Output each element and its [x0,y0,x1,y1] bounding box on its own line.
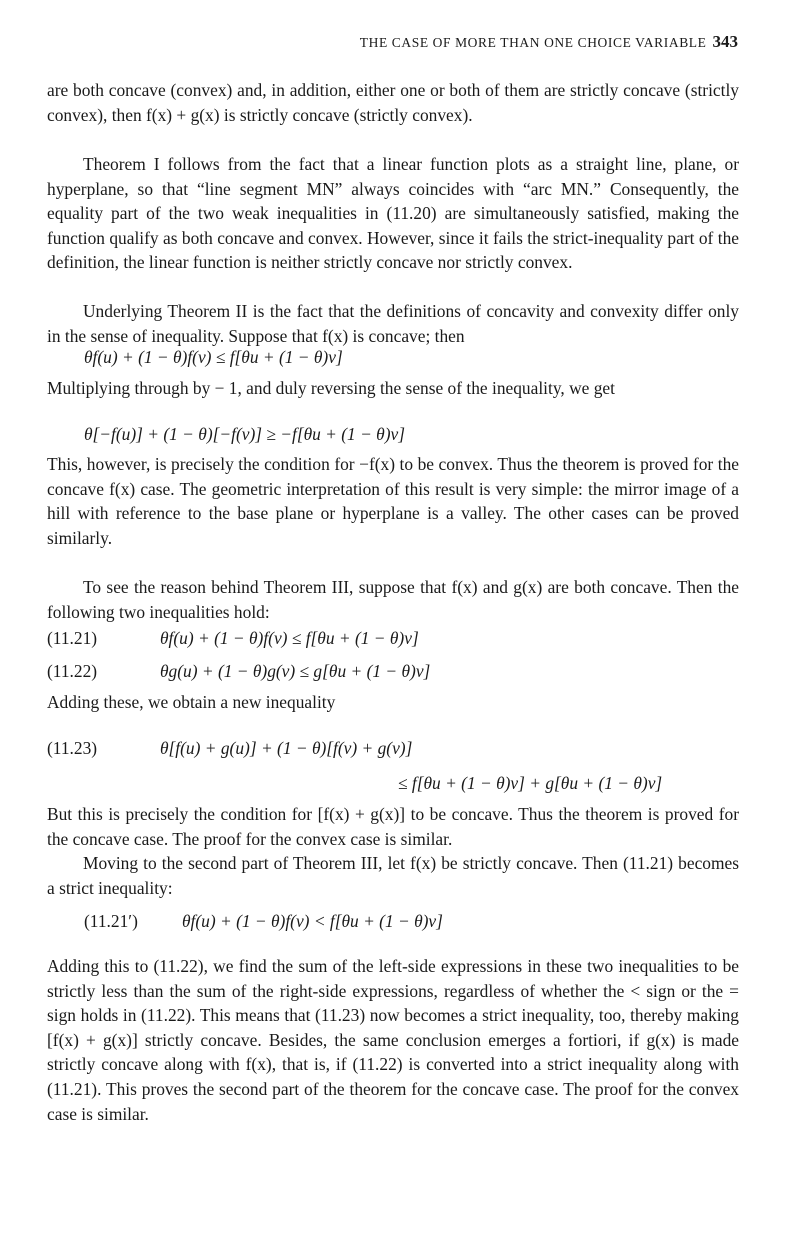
equation-reversed: θ[−f(u)] + (1 − θ)[−f(v)] ≥ −f[θu + (1 − θ)v] [84,424,405,444]
page-number: 343 [712,32,738,51]
paragraph-adding: Adding these, we obtain a new inequality [47,692,336,712]
running-title: THE CASE OF MORE THAN ONE CHOICE VARIABLE [359,35,707,50]
equation-label-11-21-prime: (11.21′) [84,911,138,931]
paragraph-multiplying: Multiplying through by − 1, and duly reversing the sense of the inequality, we get [47,378,615,398]
paragraph-convex-condition: This, however, is precisely the condition for −f(x) to be convex. Thus the theorem is proved for the concave f(x) case. The geometric interpretation of this result is very simple: the mirror image of a hill with reference to the base plane or hyperplane is a valley. The other cases can be proved similarly. [47,454,739,548]
equation-label-11-23: (11.23) [47,738,98,758]
equation-11-21: θf(u) + (1 − θ)f(v) ≤ f[θu + (1 − θ)v] [160,628,419,648]
paragraph-continuation: are both concave (convex) and, in addition, either one or both of them are strictly concave (strictly convex), then f(x) + g(x) is strictly concave (strictly convex). [47,80,739,125]
running-header [360,32,738,52]
equation-label-11-21: (11.21) [47,628,98,648]
paragraph-second-part: Moving to the second part of Theorem III, let f(x) be strictly concave. Then (11.21) becomes a strict inequality: [47,853,739,898]
equation-11-23-line1: θ[f(u) + g(u)] + (1 − θ)[f(v) + g(v)] [160,738,413,758]
equation-11-21-prime: θf(u) + (1 − θ)f(v) < f[θu + (1 − θ)v] [182,911,443,931]
equation-label-11-22: (11.22) [47,661,98,681]
paragraph-final: Adding this to (11.22), we find the sum of the left-side expressions in these two inequalities to be strictly less than the sum of the right-side expressions, regardless of whether the < sign or the = sign holds in (11.22). This means that (11.23) now becomes a strict inequality, too, thereby making [f(x) + g(x)] strictly concave. Besides, the same conclusion emerges a fortiori, if g(x) is made strictly concave along with f(x), that is, if (11.22) is converted into a strict inequality along with (11.21). This proves the second part of the theorem for the concave case. The proof for the convex case is similar. [47,956,739,1124]
paragraph-theorem-ii: Underlying Theorem II is the fact that the definitions of concavity and convexity differ only in the sense of inequality. Suppose that f(x) is concave; then [47,301,739,346]
equation-concavity: θf(u) + (1 − θ)f(v) ≤ f[θu + (1 − θ)v] [84,347,343,367]
equation-11-22: θg(u) + (1 − θ)g(v) ≤ g[θu + (1 − θ)v] [160,661,431,681]
paragraph-theorem-iii: To see the reason behind Theorem III, suppose that f(x) and g(x) are both concave. Then the following two inequalities hold: [47,577,739,622]
equation-11-23-line2: ≤ f[θu + (1 − θ)v] + g[θu + (1 − θ)v] [398,773,663,793]
paragraph-concave-proved: But this is precisely the condition for [f(x) + g(x)] to be concave. Thus the theorem is proved for the concave case. The proof for the convex case is similar. [47,804,739,849]
paragraph-theorem-i: Theorem I follows from the fact that a linear function plots as a straight line, plane, or hyperplane, so that “line segment MN” always coincides with “arc MN.” Consequently, the equality part of the two weak inequalities in (11.20) are simultaneously satisfied, making the function qualify as both concave and convex. However, since it fails the strict-inequality part of the definition, the linear function is neither strictly concave nor strictly convex. [47,154,739,273]
